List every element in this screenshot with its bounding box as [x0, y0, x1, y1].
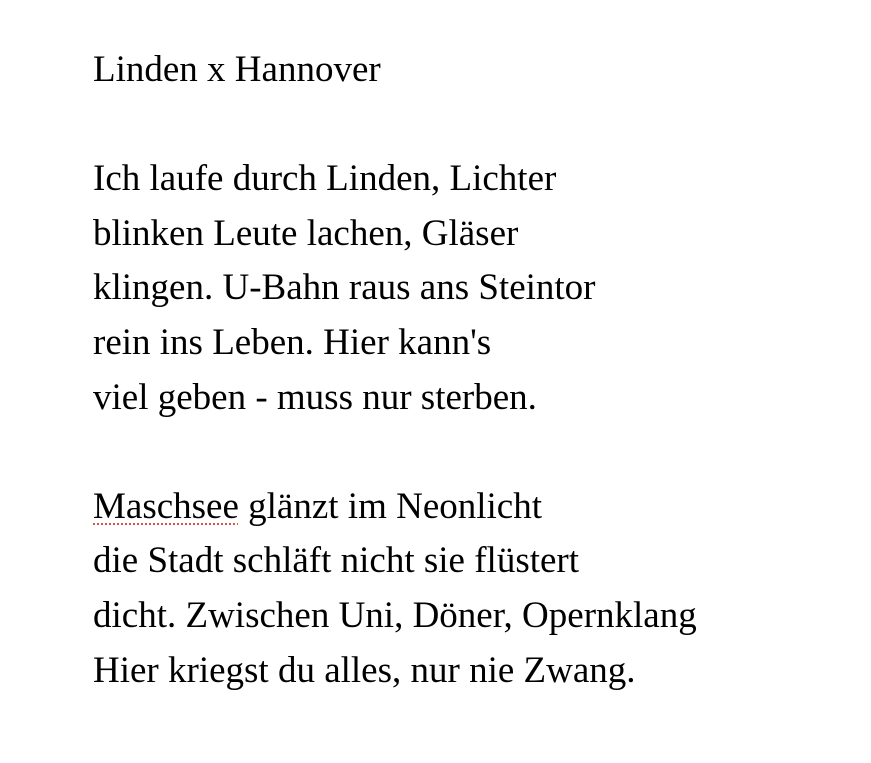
stanza2-line3: dicht. Zwischen Uni, Döner, Opernklang	[93, 594, 697, 636]
stanza2-line1-rest: glänzt im Neonlicht	[238, 485, 543, 527]
stanza1-line1: Ich laufe durch Linden, Lichter	[93, 158, 557, 200]
stanza2-line4: Hier kriegst du alles, nur nie Zwang.	[93, 649, 636, 691]
stanza2-line1	[93, 480, 863, 535]
stanza1-line5: viel geben - muss nur sterben.	[93, 376, 537, 418]
stanza-gap	[93, 425, 863, 480]
stanza1-line3: klingen. U-Bahn raus ans Steintor	[93, 267, 596, 309]
document-body[interactable]	[93, 43, 863, 698]
stanza-gap	[93, 98, 863, 153]
stanza1-line4: rein ins Leben. Hier kann's	[93, 321, 492, 363]
spellcheck-flagged-word[interactable]: Maschsee	[93, 485, 239, 527]
stanza1-line2: blinken Leute lachen, Gläser	[93, 212, 519, 254]
poem-title: Linden x Hannover	[93, 49, 381, 90]
stanza2-line2: die Stadt schläft nicht sie flüstert	[93, 540, 580, 582]
